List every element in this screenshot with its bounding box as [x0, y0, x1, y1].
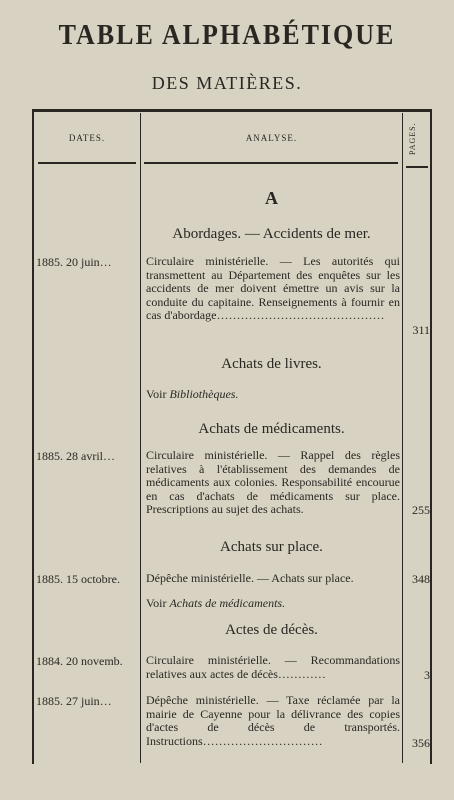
header-rule-dates — [38, 162, 136, 164]
see-target: Bibliothèques. — [169, 387, 239, 401]
see-reference — [146, 387, 400, 402]
entry-text: Circulaire ministérielle. — Rappel des règles relatives à l'établissement des demandes de médicaments aux colonies. Responsabilité encourue en cas d'achats de médicaments sur place. Prescriptions au sujet des achats. — [146, 448, 400, 516]
heading-actes-deces: Actes de décès. — [225, 622, 318, 638]
page-number: 3 — [424, 668, 430, 682]
see-target: Achats de médicaments. — [169, 596, 286, 610]
heading-achats-medicaments: Achats de médicaments. — [198, 421, 345, 437]
table-right-border — [430, 109, 432, 764]
entry-text: Dépêche ministérielle. — Taxe réclamée par la mairie de Cayenne pour la délivrance des copies d'actes de décès de transportés. Instructions………………………… — [146, 693, 400, 748]
page-number: 255 — [412, 503, 430, 517]
column-header-analyse: ANALYSE. — [245, 133, 298, 143]
page-number: 311 — [412, 323, 430, 337]
entry-text: Circulaire ministérielle. — Recommandations relatives aux actes de décès………… — [146, 653, 400, 681]
see-prefix: Voir — [146, 596, 170, 610]
heading-achats-sur-place: Achats sur place. — [220, 539, 323, 555]
page-number: 348 — [412, 572, 430, 586]
table-top-rule — [32, 109, 432, 112]
see-prefix: Voir — [146, 387, 170, 401]
entry-date: 1885. 20 juin… — [36, 255, 112, 269]
heading-abordages: Abordages. — Accidents de mer. — [172, 226, 371, 242]
entry-date: 1885. 15 octobre. — [36, 572, 120, 586]
page-title: TABLE ALPHABÉTIQUE — [58, 18, 396, 51]
see-reference — [146, 596, 400, 611]
dates-column-divider — [140, 113, 141, 763]
column-header-dates: DATES. — [68, 133, 106, 143]
entry-text: Dépêche ministérielle. — Achats sur place. — [146, 571, 354, 585]
section-letter: A — [265, 188, 278, 208]
page-number: 356 — [412, 736, 430, 750]
pages-column-divider — [402, 113, 403, 763]
entry-date: 1885. 28 avril… — [36, 449, 115, 463]
page-subtitle: DES MATIÈRES. — [151, 73, 303, 93]
entry-date: 1884. 20 novemb. — [36, 654, 123, 668]
column-header-pages: PAGES. — [408, 122, 417, 156]
header-rule-analyse — [144, 162, 398, 164]
entry-text: Circulaire ministérielle. — Les autorités qui transmettent au Département des enquêtes sur les accidents de mer doivent émettre un avis sur la conduite du capitaine. Renseignements à fournir en cas d'abordage…………………………………… — [146, 254, 400, 322]
header-rule-pages — [406, 166, 428, 168]
entry-date: 1885. 27 juin… — [36, 694, 112, 708]
table-left-border — [32, 109, 34, 764]
heading-achats-livres: Achats de livres. — [221, 356, 322, 372]
